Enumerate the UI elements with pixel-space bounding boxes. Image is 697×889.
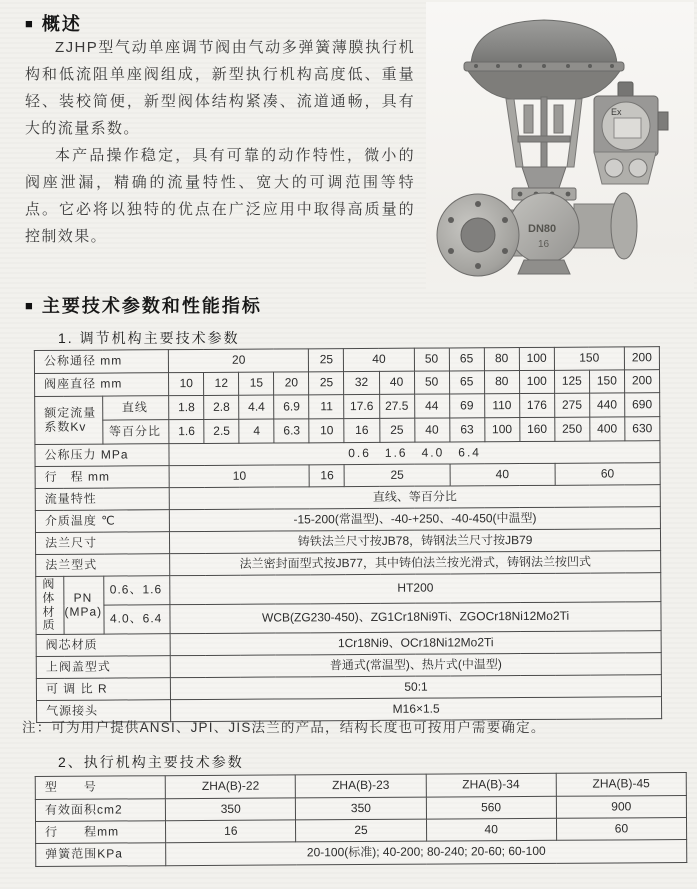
table1-cell-r3-c8: 40 [414, 418, 449, 442]
table1-cell-r1-c9: 65 [449, 371, 484, 394]
table1-cell-r2-c5: 6.9 [274, 395, 309, 419]
table1-cell-r10-c1: PN (MPa) [64, 576, 104, 634]
table1-cell-r6-c0: 流量特性 [35, 488, 169, 511]
table2-cell-r3-c1: 20-100(标准); 40-200; 80-240; 20-60; 60-100 [166, 840, 687, 866]
table1-cell-r12-c1: 1Cr18Ni9、OCr18Ni12Mo2Ti [170, 631, 661, 656]
table2-cell-r2-c0: 行 程mm [35, 821, 165, 844]
table1-cell-r0-c8: 150 [554, 347, 624, 370]
pressure-gauge-left [605, 159, 623, 177]
actuator-parameters-table [35, 772, 688, 867]
table1-cell-r2-c7: 17.6 [344, 394, 379, 418]
table1-cell-r1-c6: 32 [344, 371, 379, 394]
table1-cell-r1-c12: 125 [554, 370, 589, 393]
table2-cell-r0-c0: 型 号 [35, 776, 165, 800]
tech-parameters-heading [25, 292, 262, 318]
table2-cell-r0-c1: ZHA(B)-22 [165, 775, 295, 799]
table2-cell-r2-c1: 16 [166, 820, 296, 843]
table1-cell-r15-c1: M16×1.5 [171, 697, 662, 722]
regulator-parameters-table [34, 346, 662, 723]
table1-cell-r1-c4: 20 [274, 372, 309, 395]
regulator-table-caption: 1. 调节机构主要技术参数 [58, 330, 240, 346]
table1-cell-r3-c10: 100 [484, 418, 519, 442]
table1-cell-r3-c5: 10 [309, 419, 344, 443]
table1-cell-r1-c2: 12 [204, 372, 239, 395]
table1-cell-r3-c13: 400 [590, 417, 625, 441]
table1-cell-r0-c5: 65 [449, 348, 484, 371]
table1-cell-r3-c9: 63 [449, 418, 484, 442]
table1-cell-r7-c0: 介质温度 ℃ [35, 510, 169, 533]
table1-cell-r11-c0: 4.0、6.4 [104, 605, 170, 634]
table2-cell-r1-c2: 350 [296, 797, 426, 820]
table1-cell-r5-c5: 60 [555, 463, 660, 486]
table1-cell-r2-c12: 176 [519, 393, 554, 417]
table1-cell-r1-c5: 25 [309, 372, 344, 395]
table1-cell-r10-c2: 0.6、1.6 [104, 576, 170, 605]
table1-cell-r1-c8: 50 [414, 371, 449, 394]
actuator-table-caption: 2、执行机构主要技术参数 [58, 754, 244, 770]
table1-cell-r5-c1: 10 [169, 465, 309, 488]
table1-cell-r10-c0: 阀体 材质 [36, 576, 64, 634]
table1-cell-r1-c1: 10 [169, 372, 204, 395]
valve-stem [541, 97, 547, 169]
table1-cell-r2-c14: 440 [589, 393, 624, 417]
table1-cell-r5-c3: 25 [345, 464, 450, 487]
table1-cell-r14-c1: 50:1 [171, 675, 662, 700]
table1-cell-r11-c1: WCB(ZG230-450)、ZG1Cr18Ni9Ti、ZGOCr18Ni12Mo2Ti [170, 602, 661, 634]
table1-cell-r1-c13: 150 [589, 370, 624, 393]
valve-illustration [426, 2, 694, 290]
overview-paragraph-1: ZJHP型气动单座调节阀由气动多弹簧薄膜执行机构和低流阻单座阀组成，新型执行机构高度低、重量轻、装校简便，新型阀体结构紧凑、流道通畅，具有大的流量系数。 [25, 39, 415, 137]
table1-cell-r2-c9: 44 [414, 394, 449, 418]
table1-cell-r10-c3: HT200 [170, 573, 661, 605]
table1-cell-r14-c0: 可 调 比 R [36, 678, 170, 701]
positioner-window [614, 118, 641, 138]
table1-cell-r3-c14: 630 [625, 417, 660, 441]
table1-cell-r6-c1: 直线、等百分比 [169, 485, 660, 510]
table2-cell-r2-c4: 60 [556, 818, 686, 841]
table2-cell-r0-c4: ZHA(B)-45 [556, 773, 686, 797]
table1-cell-r3-c0: 等百分比 [103, 420, 169, 444]
table1-cell-r5-c2: 16 [309, 465, 344, 487]
overview-title: 概述 [41, 14, 82, 34]
right-flange [611, 193, 637, 259]
overview-text-block [25, 34, 415, 250]
table1-cell-r7-c1: -15-200(常温型)、-40-+250、-40-450(中温型) [170, 507, 661, 532]
positioner-knob [618, 82, 633, 97]
table1-cell-r1-c11: 100 [519, 370, 554, 393]
body-dn-marking: DN80 [528, 223, 557, 235]
overview-paragraph-2: 本产品操作稳定，具有可靠的动作特性，微小的阀座泄漏，精确的流量特性、宽大的可调范围等特点。它必将以独特的优点在广泛应用中取得高质量的控制效果。 [25, 147, 415, 245]
left-flange-bore [461, 218, 495, 252]
table1-cell-r1-c3: 15 [239, 372, 274, 395]
positioner-conduit [658, 112, 668, 130]
tech-parameters-title: 主要技术参数和性能指标 [41, 296, 262, 316]
table1-cell-r2-c3: 2.8 [204, 395, 239, 419]
table1-cell-r1-c0: 阀座直径 mm [35, 373, 169, 397]
table1-cell-r2-c2: 1.8 [169, 395, 204, 419]
spring-right [554, 105, 563, 133]
table1-cell-r2-c11: 110 [484, 394, 519, 418]
table1-cell-r4-c0: 公称压力 MPa [35, 444, 169, 467]
table1-cell-r8-c1: 铸铁法兰尺寸按JB78，铸钢法兰尺寸按JB79 [170, 529, 661, 554]
table1-cell-r5-c4: 40 [450, 463, 555, 486]
table1-cell-r0-c7: 100 [519, 347, 554, 370]
table1-cell-r0-c0: 公称通径 mm [34, 350, 168, 374]
table1-cell-r3-c7: 25 [379, 418, 414, 442]
table1-cell-r5-c0: 行 程 mm [35, 466, 169, 489]
table1-cell-r2-c6: 11 [309, 395, 344, 419]
table2-cell-r0-c3: ZHA(B)-34 [426, 773, 556, 797]
table1-cell-r13-c1: 普通式(常温型)、热片式(中温型) [170, 653, 661, 678]
table1-cell-r3-c11: 160 [519, 417, 554, 441]
table1-cell-r2-c15: 690 [624, 393, 659, 417]
table2-cell-r1-c1: 350 [166, 798, 296, 821]
table1-cell-r2-c4: 4.4 [239, 395, 274, 419]
spring-left [524, 105, 533, 133]
table1-cell-r9-c0: 法兰型式 [36, 554, 170, 577]
overview-heading [25, 10, 82, 36]
table1-cell-r2-c1: 直线 [103, 396, 169, 420]
table2-cell-r1-c4: 900 [556, 796, 686, 819]
table1-cell-r3-c2: 2.5 [204, 419, 239, 443]
table1-cell-r1-c14: 200 [624, 370, 659, 393]
table1-cell-r3-c4: 6.3 [274, 419, 309, 443]
table1-cell-r12-c0: 阀芯材质 [36, 634, 170, 657]
table2-cell-r0-c2: ZHA(B)-23 [296, 774, 426, 798]
square-bullet-icon: ■ [25, 15, 33, 31]
table1-cell-r2-c8: 27.5 [379, 394, 414, 418]
table1-cell-r1-c10: 80 [484, 371, 519, 394]
table1-cell-r3-c3: 4 [239, 419, 274, 443]
square-bullet-icon: ■ [25, 297, 33, 313]
table1-cell-r0-c4: 50 [414, 348, 449, 371]
table1-cell-r0-c1: 20 [169, 349, 309, 373]
table2-cell-r1-c3: 560 [426, 796, 556, 819]
table2-cell-r2-c2: 25 [296, 819, 426, 842]
body-pn-marking: 16 [538, 239, 550, 250]
table1-cell-r13-c0: 上阀盖型式 [36, 656, 170, 679]
table1-cell-r4-c1: 0.6 1.6 4.0 6.4 [169, 441, 660, 466]
table1-cell-r3-c12: 250 [555, 417, 590, 441]
table1-cell-r3-c6: 16 [344, 418, 379, 442]
stem-connector-bar [518, 136, 570, 142]
valve-photo [426, 2, 694, 290]
table1-cell-r2-c0: 额定流量 系数Kv [35, 396, 103, 444]
actuator-lower-case [468, 71, 620, 99]
table1-cell-r1-c7: 40 [379, 371, 414, 394]
table1-cell-r0-c3: 40 [344, 348, 414, 371]
table2-cell-r2-c3: 40 [426, 818, 556, 841]
table2-cell-r1-c0: 有效面积cm2 [35, 799, 165, 822]
yoke-right-leg [567, 99, 582, 167]
yoke-left-leg [506, 99, 523, 167]
table1-cell-r2-c13: 275 [554, 393, 589, 417]
body-base [518, 260, 570, 274]
note-line: 注：可为用户提供ANSI、JPI、JIS法兰的产品，结构长度也可按用户需要确定。 [22, 720, 546, 735]
table1-cell-r0-c2: 25 [309, 349, 344, 372]
table1-cell-r0-c6: 80 [484, 348, 519, 371]
table1-cell-r15-c0: 气源接头 [37, 700, 171, 723]
pressure-gauge-right [629, 159, 647, 177]
actuator-dome [471, 20, 617, 64]
table1-cell-r8-c0: 法兰尺寸 [35, 532, 169, 555]
table1-cell-r2-c10: 69 [449, 394, 484, 418]
table1-cell-r0-c9: 200 [624, 347, 659, 370]
table1-cell-r9-c1: 法兰密封面型式按JB77，其中铸伯法兰按光滑式，铸钢法兰按凹式 [170, 551, 661, 576]
positioner-ex-label: Ex [611, 107, 622, 117]
table1-cell-r3-c1: 1.6 [169, 419, 204, 443]
bonnet [522, 167, 566, 188]
table2-cell-r3-c0: 弹簧范围KPa [36, 843, 166, 867]
